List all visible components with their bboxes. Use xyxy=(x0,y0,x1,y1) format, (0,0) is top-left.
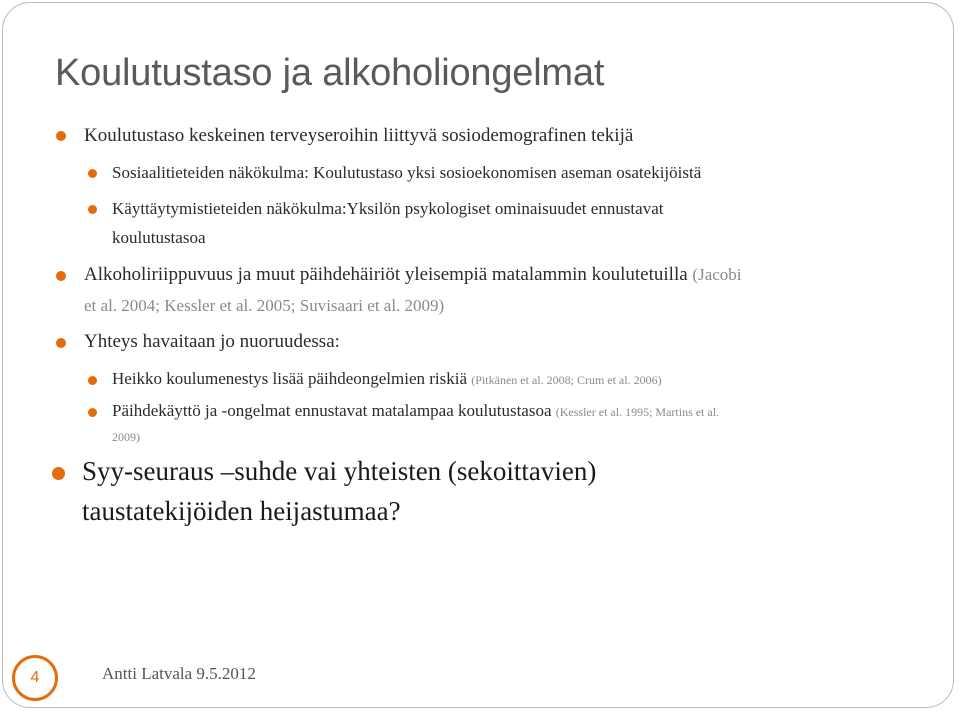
reference-text: (Jacobi xyxy=(692,265,742,284)
reference-text: (Pitkänen et al. 2008; Crum et al. 2006) xyxy=(471,373,662,387)
reference-text: (Kessler et al. 1995; Martins et al. xyxy=(555,405,720,419)
page-number: 4 xyxy=(30,669,40,686)
sub-bullet-text: Käyttäytymistieteiden näkökulma:Yksilön psykologiset ominaisuudet ennustavat xyxy=(112,199,664,218)
bullet-icon xyxy=(56,271,66,281)
bullet-text: Koulutustaso keskeinen terveyseroihin liittyvä sosiodemografinen tekijä xyxy=(84,125,634,146)
bullet-icon xyxy=(88,376,97,385)
page-number-badge xyxy=(12,655,58,701)
slide-title: Koulutustaso ja alkoholiongelmat xyxy=(55,52,605,94)
sub-bullet-text: Sosiaalitieteiden näkökulma: Koulutustaso yksi sosioekonomisen aseman osatekijöistä xyxy=(112,163,702,182)
bullet-icon xyxy=(88,205,97,214)
reference-text-continuation: et al. 2004; Kessler et al. 2005; Suvisaari et al. 2009) xyxy=(84,296,445,315)
question-text-continuation: taustatekijöiden heijastumaa? xyxy=(82,496,401,526)
bullet-text-line xyxy=(84,264,742,286)
bullet-icon xyxy=(88,169,97,178)
bullet-text: Yhteys havaitaan jo nuoruudessa: xyxy=(84,331,340,352)
bullet-icon xyxy=(88,408,97,417)
bullet-icon xyxy=(56,131,66,141)
sub-bullet-text: Heikko koulumenestys lisää päihdeongelmien riskiä xyxy=(112,369,468,388)
reference-text-continuation: 2009) xyxy=(112,430,140,444)
bullet-icon xyxy=(52,467,65,480)
bullet-icon xyxy=(56,338,66,348)
sub-bullet-text: Päihdekäyttö ja -ongelmat ennustavat matalampaa koulutustasoa xyxy=(112,401,552,420)
sub-bullet-text-line xyxy=(112,401,719,421)
bullet-text: Alkoholiriippuvuus ja muut päihdehäiriöt yleisempiä matalammin koulutetuilla xyxy=(84,264,688,285)
sub-bullet-text-continuation: koulutustasoa xyxy=(112,228,206,247)
footer-author-date: Antti Latvala 9.5.2012 xyxy=(102,664,256,683)
sub-bullet-text-line xyxy=(112,369,662,389)
question-text: Syy-seuraus –suhde vai yhteisten (sekoittavien) xyxy=(82,456,597,486)
